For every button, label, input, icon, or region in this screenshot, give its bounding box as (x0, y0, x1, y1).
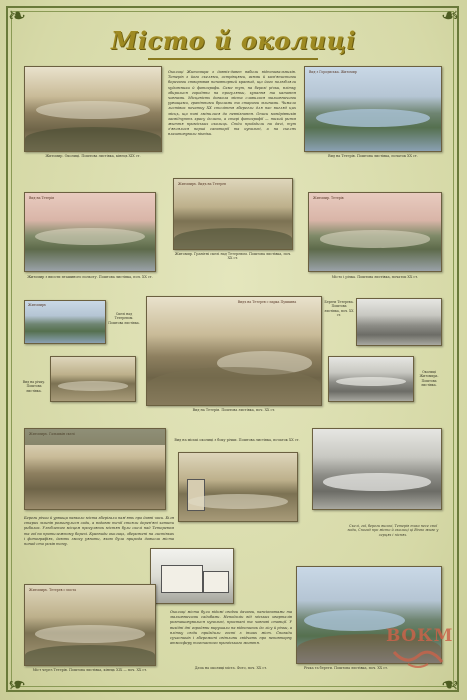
poem-text: Скелі, гаї, береги високі, Тетерів тихо несе свої води, Спогад про місто й околиці ці Вічно живе у серцях і піснях. (347, 524, 439, 537)
photo-dacha (150, 548, 234, 604)
corner-ornament-icon: ❧ (440, 671, 460, 696)
side-note: Скелі над Тетеревом. Поштова листівка. (108, 312, 140, 325)
photo-small-river (24, 300, 106, 344)
postcard-teteriv (24, 192, 156, 272)
postcard-inscription: Вид на Тетерів (29, 196, 54, 200)
photo-river-bend (50, 356, 136, 402)
postcard-inscription: Житомиръ. Видъ на Тетерев (178, 182, 226, 186)
photo-caption: Дача на околиці міста. Фото, поч. ХХ ст. (194, 666, 268, 670)
photo-caption: Вид на Тетерів. Поштова листівка, поч. ХХ ст. (192, 408, 276, 412)
postcard-inscription: Житомиръ. Тетерев с моста (29, 588, 77, 592)
photo-caption: Житомир. Гранітні скелі над Тетеревом. Поштова листівка, поч. ХХ ст. (174, 252, 292, 261)
photo-embankment (312, 428, 442, 510)
postcard-bridge (24, 584, 156, 666)
museum-logo (386, 622, 454, 672)
photo-rapids (24, 428, 166, 510)
postcard-inscription: Житомиръ (28, 303, 47, 307)
text-paragraph: Околиці міста були відомі своїми дачами, пансіонатами та мальовничими садибами. Неподалік від міських кварталів розташовувалися купальні, пристані та човнові станції. У вихідні дні городяни вирушали на відпочинок до лісу й річки, а влітку сюди приїздили гості з інших міст. Спогади сучасників і збережені світлини свідчать про неповторну атмосферу тогочасного приміського життя. (170, 610, 292, 646)
postcard-riverbank (308, 192, 442, 272)
corner-ornament-icon: ❧ (7, 4, 27, 29)
text-paragraph: Околиці Житомира з давніх-давен вабили відпочивальників. Тетерів з його скелями, острівцями, гаями й кам'янистими берегами створював неповторний краєвид, що його полюбляли художники й фотографи. Саме тут, на березі річки, влітку збиралися городяни на прогулянки, купання та катання човнами. Місцевість довкола міста славилася мальовничими урвищами, гранітними брилами та старими млинами. Чимало листівок початку ХХ століття зберегли для нас вигляд цих місць, що нині змінилися до невпізнання. Описи мандрівників засвідчують красу долини, а старі фотографії — тихий ритм життя приміських околиць. Сюди приїздили на дачі, тут з'являлися перші санаторії та купальні, а на скелях влаштовували пікніки. (168, 70, 296, 137)
photo-cliff (356, 298, 442, 346)
title-divider (148, 58, 318, 60)
photo-lake (328, 356, 414, 402)
photo-caption: Житомир. Околиці. Поштова листівка, кінець ХІХ ст. (45, 154, 141, 158)
side-note: Береги Тетерева. Поштова листівка, поч. ХХ ст. (324, 300, 354, 318)
postcard-inscription: Житомир. Тетерів (313, 196, 344, 200)
postcard-inscription: Вид з Городиська. Житомир (309, 70, 357, 74)
postcard-city-view (304, 66, 442, 152)
postcard-inscription: Видъ на Тетерев с парка Пушкина (237, 300, 297, 304)
logo-wordmark: ВОКМ (386, 626, 454, 646)
page-title: Місто й околиці (110, 26, 357, 55)
photo-river-panorama (24, 66, 162, 152)
photo-caption: Вид на Тетерів. Поштова листівка, початок ХХ ст. (328, 154, 418, 158)
postcard-rocks (146, 296, 322, 406)
photo-caption: Житомир з висоти пташиного польоту. Поштова листівка, поч. ХХ ст. (27, 275, 153, 279)
photo-caption: Місто і річка. Поштова листівка, початок ХХ ст. (331, 275, 419, 279)
photo-caption: Вид на міські околиці з боку річки. Поштова листівка, початок ХХ ст. (174, 438, 300, 442)
postcard-village (173, 178, 293, 250)
corner-ornament-icon: ❧ (7, 671, 27, 696)
photo-caption: Міст через Тетерів. Поштова листівка, кінець ХІХ — поч. ХХ ст. (32, 668, 148, 672)
corner-ornament-icon: ❧ (440, 4, 460, 29)
side-note: Вид на річку. Поштова листівка. (22, 380, 46, 393)
side-note: Околиці Житомира. Поштова листівка. (419, 370, 439, 388)
photo-caption: Річка та береги. Поштова листівка, поч. ХХ ст. (303, 666, 389, 670)
text-paragraph: Береги річки й урвища навколо міста зберігали пам'ять про давні часи. Біля старих млинів розкинулися сади, а вздовж течії стояли дерев'яні хатини рибалок. Улюбленим місцем прогулянок містян були скелі над Тетеревом та гаї на протилежному березі. Краєвиди околиць, збережені на листівках і фотографіях, дають змогу уявити, якою була природа довкола міста понад сто років тому. (24, 516, 174, 547)
photo-mill (178, 452, 298, 522)
